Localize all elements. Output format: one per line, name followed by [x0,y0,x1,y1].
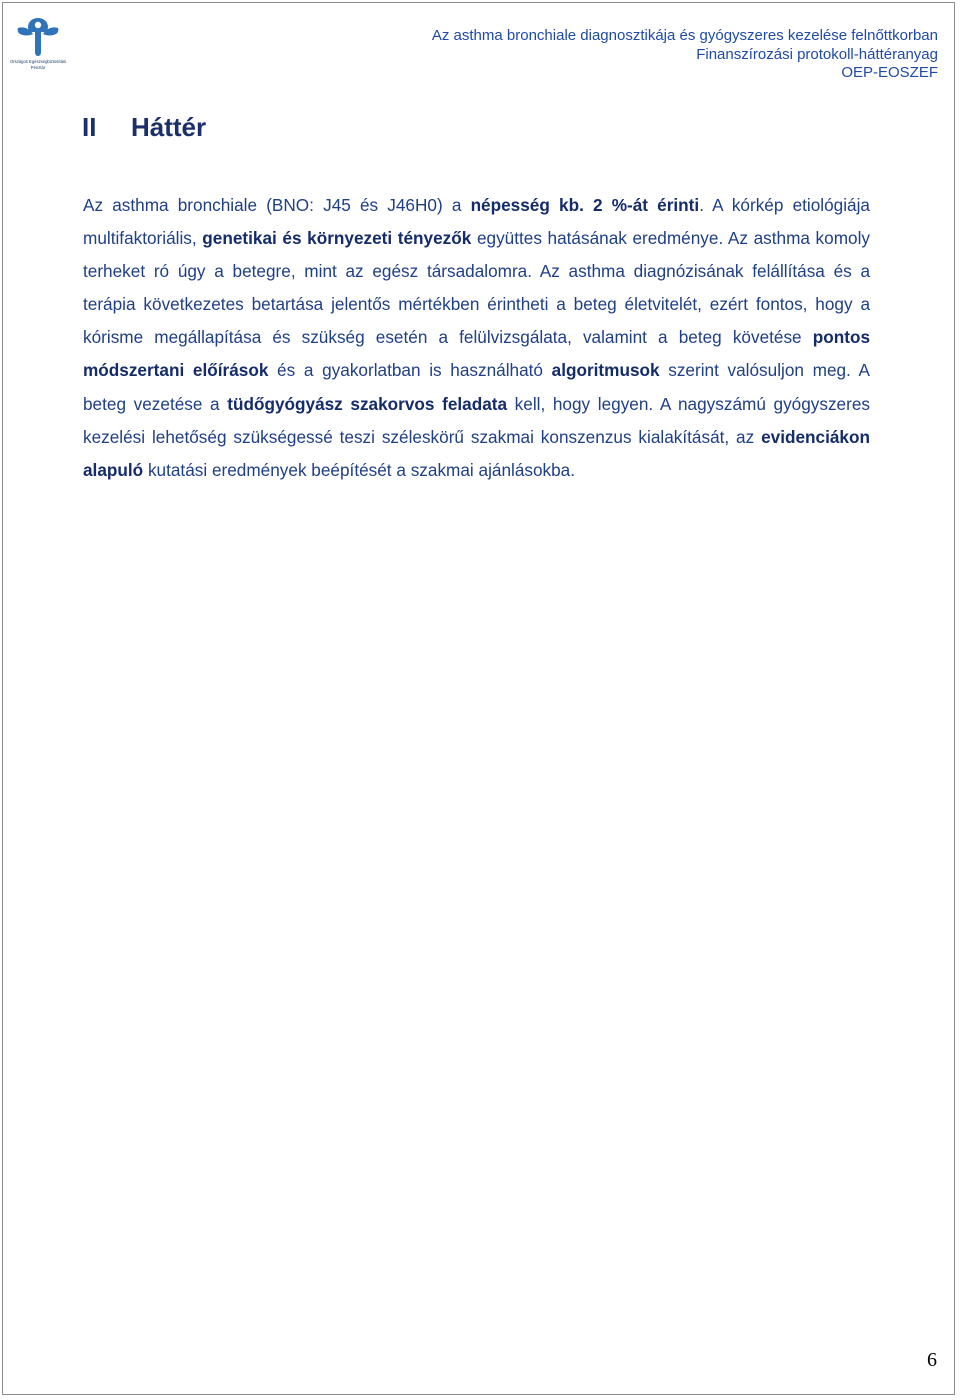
paragraph-text: . A kórkép etiológiája multifaktoriális, [83,195,870,249]
logo [6,14,70,76]
header-title: Az asthma bronchiale diagnosztikája és gyógyszeres kezelése felnőttkorban [431,27,938,44]
page-number: 6 [927,1349,937,1371]
paragraph-text: kell, hogy legyen. A nagyszámú gyógyszeres kezelési lehetőség szükségessé teszi széleskörű szakmai konszenzus kialakítását, az [83,393,870,447]
paragraph-emphasis: pontos módszertani előírások [83,327,870,381]
health-institute-logo-icon [6,14,70,60]
header-organization: OEP-EOSZEF [841,64,938,81]
paragraph-emphasis: algoritmusok [551,360,660,381]
section-heading [82,112,206,143]
logo-caption: Országos Egészségbiztosítási Pénztár [9,59,67,70]
body-paragraph [83,189,870,487]
paragraph-emphasis: genetikai és környezeti tényezők [202,228,472,249]
header-subtitle: Finanszírozási protokoll-háttéranyag [696,45,938,63]
section-number: II [82,112,97,142]
section-title: Háttér [131,112,207,142]
paragraph-text: szerint valósuljon meg. A beteg vezetése a [83,360,871,414]
paragraph-emphasis: népesség kb. 2 %-át érinti [470,195,700,215]
paragraph-text: és a gyakorlatban is használható [268,360,552,381]
paragraph-text: együttes hatásának eredménye. Az asthma komoly terheket ró úgy a betegre, mint az egész társadalomra. Az asthma diagnózisának felállítása és a terápia következetes betartása jelentős mértékben érintheti a beteg életvitelét, ezért fontos, hogy a kórisme megállapítása és szükség esetén a felülvizsgálata, valamint a beteg követése [83,228,870,348]
running-header [432,27,938,83]
paragraph-text: kutatási eredmények beépítését a szakmai ajánlásokba. [143,459,576,480]
paragraph-emphasis: evidenciákon alapuló [83,426,870,480]
paragraph-text: Az asthma bronchiale (BNO: J45 és J46H0) a [83,195,471,215]
paragraph-emphasis: tüdőgyógyász szakorvos feladata [227,393,508,414]
